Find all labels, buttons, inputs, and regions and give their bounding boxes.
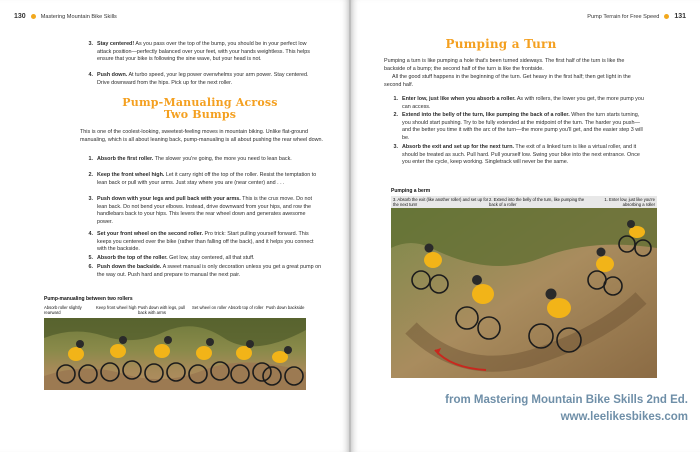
step-number: 4. [88,231,93,237]
right-paragraph-2: All the good stuff happens in the beginning of the turn. Get heavy in the first half; then get light in the second half. [384,74,631,88]
step-bold: Enter low, just like when you absorb a roller. [402,96,516,102]
right-photo-title: Pumping a berm [391,188,431,194]
step-text [97,72,322,87]
watermark-url[interactable]: www.leelikesbikes.com [560,411,688,423]
step-body: As you pass over the top of the bump, you should be in your perfect low attack position—perfectly balanced over your feet, with your hands weightless. This helps ensure that your bike is following the sine wave, but your head is not. [97,41,310,63]
step-text [97,255,322,263]
step-bold: Push down the backside. [97,264,162,270]
right-photo-captions [391,196,657,208]
step-body: At turbo speed, your leg power overwhelms your arm power. Stay centered. Drive downward from the hips. Pick up for the next roller. [97,72,309,86]
caption-3: Push down with legs, pull back with arms [138,305,186,315]
caption-4: Set wheel on roller [192,305,227,310]
right-step-3 [391,144,647,167]
step-body: Let it carry right off the top of the roller. Resist the temptation to lean back or pull with your arms. Just stay where you are (near center) and . . . [97,172,317,186]
pump-manual-photo [44,318,306,390]
pumping-turn-heading: Pumping a Turn [445,37,557,51]
step-body: Pro trick: Start pulling yourself forward. This keeps you centered over the bike (rather than falling off the back), and it helps you connect with the backside. [97,231,314,253]
left-step-2 [86,172,322,187]
caption-2: Keep front wheel high [96,305,137,310]
step-bold: Set your front wheel on the second roller. [97,231,204,237]
right-page-number: 131 [674,13,686,20]
step-number: 5. [88,255,93,261]
right-running-head [587,13,686,20]
step-text [402,112,647,142]
caption-1: Absorb roller slightly rearward [44,305,82,315]
step-number: 6. [88,264,93,270]
step-bold: Push down. [97,72,128,78]
right-page [351,0,700,452]
step-bold: Keep the front wheel high. [97,172,165,178]
step-body: When the turn starts turning, you should start pushing. Try to be fully extended at the midpoint of the turn. The harder you push—and the better you time it with the arc of the turn—the more pump you'll get, and the easier step 3 will be. [402,112,643,141]
left-photo-captions [44,305,306,315]
turn-caption-1: 1. Enter low, just like you're absorbing a roller [604,197,655,207]
step-body: The slower you're going, the more you need to lean back. [153,156,292,162]
step-number: 2. [88,172,93,178]
left-running-head [14,13,117,20]
step-bold: Push down with your legs and pull back with your arms. [97,196,241,202]
intro-paragraph: This is one of the coolest-looking, sweetest-feeling moves in mountain biking. Unlike flat-ground manualing, which is all about leaning back, pump-manualing is all about pushing the rear wheel down. [80,129,324,143]
step-text [402,144,647,167]
left-step-3 [86,196,322,226]
step-text [97,172,322,187]
step-bold: Extend into the belly of the turn, like pumping the back of a roller. [402,112,570,118]
step-body: The exit of a linked turn is like a virtual roller, and it should be treated as such. Pull hard. Pull yourself low. Swing your bike into the next entrance. Once you enter the cycle, keep working. Singletrack will never be the same. [402,144,640,166]
step-number: 3. [88,196,93,202]
watermark-book-title: from Mastering Mountain Bike Skills 2nd Ed. [445,394,688,406]
step-number: 1. [393,96,398,102]
step-text [402,96,647,111]
right-paragraph-1: Pumping a turn is like pumping a hole that's been turned sideways. The first half of the turn is like the backside of a bump; the second half of the turn is like the frontside. [384,58,625,72]
step-number: 3. [393,144,398,150]
right-running-title: Pump Terrain for Free Speed [587,13,660,20]
pumping-berm-photo [391,208,657,378]
left-page [0,0,349,452]
pumping-berm-photo-image [391,208,657,378]
heading-line-1: Pump-Manualing Across [122,96,278,109]
caption-5: Absorb top of roller [228,305,264,310]
left-step-5 [86,255,322,263]
step-number: 2. [393,112,398,118]
left-running-title: Mastering Mountain Bike Skills [40,13,117,20]
step-text [97,231,322,254]
step-number: 1. [88,156,93,162]
step-number: 4. [88,72,93,78]
left-top-step-4 [86,72,322,87]
caption-6: Push down backside [266,305,305,310]
left-page-number: 130 [14,13,26,20]
step-body: This is the crux move. Do not lean back. Do not bend your elbows. Instead, drive downward from your hips, and row the handlebars back to your hips. This levers the rear wheel down and generates awesome power. [97,196,312,225]
step-text [97,156,322,164]
turn-caption-3: 3. Absorb the exit (like another roller) and set up for the next turn! [393,197,489,207]
left-top-step-3 [86,41,322,64]
bullet-dot-icon [31,14,36,19]
step-body: As with rollers, the lower you get, the more pump you can access. [402,96,644,110]
step-bold: Stay centered! [97,41,135,47]
left-step-1 [86,156,322,164]
right-step-2 [391,112,647,142]
step-text [97,196,322,226]
step-body: Get low, stay centered, all that stuff. [167,255,255,261]
pump-manual-photo-image [44,318,306,390]
left-step-6 [86,264,322,279]
step-number: 3. [88,41,93,47]
left-photo-title: Pump-manualing between two rollers [44,296,133,302]
heading-line-2: Two Bumps [163,108,237,121]
bullet-dot-icon [664,14,669,19]
step-bold: Absorb the first roller. [97,156,154,162]
pump-manual-heading [70,97,330,121]
step-bold: Absorb the exit and set up for the next turn. [402,144,515,150]
step-body: A sweet manual is only decoration unless you get a great pump on the way out. Push hard and prepare to manual the next pair. [97,264,322,278]
step-text [97,41,322,64]
step-bold: Absorb the top of the roller. [97,255,168,261]
turn-caption-2: 2. Extend into the belly of the turn, like pumping the back of a roller [489,197,585,207]
step-text [97,264,322,279]
left-step-4 [86,231,322,254]
right-step-1 [391,96,647,111]
